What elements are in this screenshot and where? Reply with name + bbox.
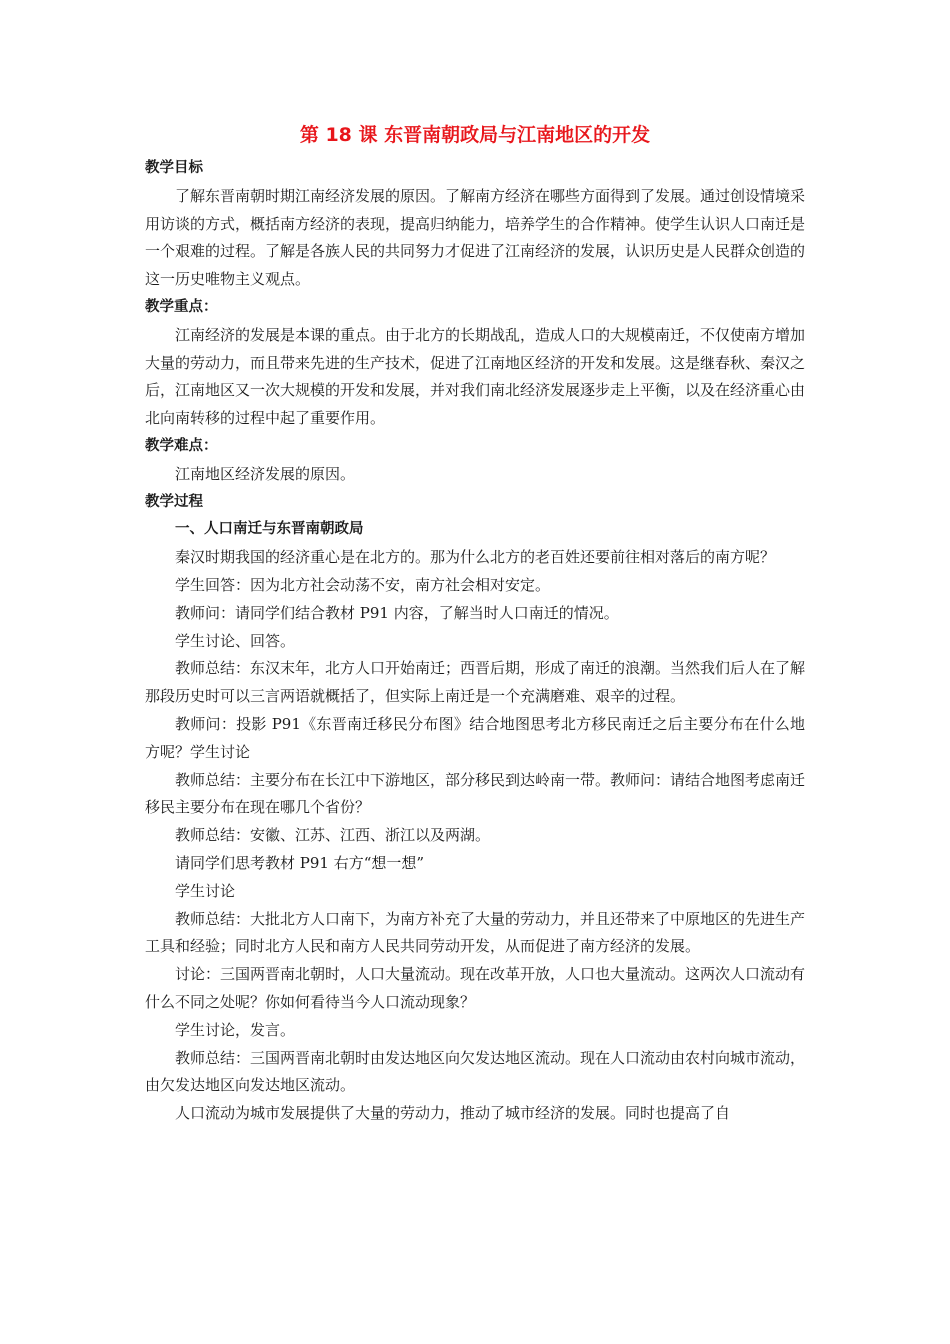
key-heading: 教学重点： xyxy=(145,298,218,315)
paragraph: 教师问：投影 P91《东晋南迁移民分布图》结合地图思考北方移民南迁之后主要分布在什么地方呢？学生讨论 xyxy=(145,714,805,761)
paragraph: 教师总结：安徽、江苏、江西、浙江以及两湖。 xyxy=(175,826,491,845)
page-title: 第 18 课 东晋南朝政局与江南地区的开发 xyxy=(299,124,651,146)
paragraph: 教师总结：三国两晋南北朝时由发达地区向欠发达地区流动。现在人口流动由农村向城市流动，由欠发达地区向发达地区流动。 xyxy=(145,1048,806,1095)
goal-heading: 教学目标 xyxy=(145,160,203,176)
paragraph: 教师总结：主要分布在长江中下游地区，部分移民到达岭南一带。教师问：请结合地图考虑南迁移民主要分布在现在哪几个省份？ xyxy=(145,770,806,817)
paragraph: 学生讨论，发言。 xyxy=(175,1020,296,1039)
paragraph: 教师总结：大批北方人口南下，为南方补充了大量的劳动力，并且还带来了中原地区的先进生产工具和经验；同时北方人民和南方人民共同劳动开发，从而促进了南方经济的发展。 xyxy=(145,909,806,956)
paragraph: 教师总结：东汉末年，北方人口开始南迁；西晋后期，形成了南迁的浪潮。当然我们后人在了解那段历史时可以三言两语就概括了，但实际上南迁是一个充满磨难、艰辛的过程。 xyxy=(145,659,806,706)
key-text: 江南经济的发展是本课的重点。由于北方的长期战乱，造成人口的大规模南迁，不仅使南方增加大量的劳动力，而且带来先进的生产技术，促进了江南地区经济的开发和发展。这是继春秋、秦汉之后，江南地区又一次大规模的开发和发展，并对我们南北经济发展逐步走上平衡，以及在经济重心由北向南转移的过程中起了重要作用。 xyxy=(145,325,806,428)
paragraph: 教师问：请同学们结合教材 P91 内容，了解当时人口南迁的情况。 xyxy=(175,603,619,622)
process-heading: 教学过程 xyxy=(145,493,203,510)
difficulty-text: 江南地区经济发展的原因。 xyxy=(175,464,356,483)
paragraph: 秦汉时期我国的经济重心是在北方的。那为什么北方的老百姓还要前往相对落后的南方呢？ xyxy=(175,548,776,567)
paragraph: 人口流动为城市发展提供了大量的劳动力，推动了城市经济的发展。同时也提高了自 xyxy=(175,1104,731,1123)
paragraph: 学生讨论 xyxy=(175,881,236,900)
document-body xyxy=(145,155,805,1128)
paragraph: 讨论：三国两晋南北朝时，人口大量流动。现在改革开放，人口也大量流动。这两次人口流动有什么不同之处呢？你如何看待当今人口流动现象？ xyxy=(145,965,806,1011)
section-heading: 一、人口南迁与东晋南朝政局 xyxy=(175,521,364,538)
paragraph: 请同学们思考教材 P91 右方“想一想” xyxy=(175,853,425,872)
goal-text: 了解东晋南朝时期江南经济发展的原因。了解南方经济在哪些方面得到了发展。通过创设情境采用访谈的方式，概括南方经济的表现，提高归纳能力，培养学生的合作精神。使学生认识人口南迁是一个艰难的过程。了解是各族人民的共同努力才促进了江南经济的发展，认识历史是人民群众创造的这一历史唯物主义观点。 xyxy=(145,186,806,289)
paragraph: 学生回答：因为北方社会动荡不安，南方社会相对安定。 xyxy=(175,575,551,594)
difficulty-heading: 教学难点： xyxy=(145,437,218,454)
paragraph: 学生讨论、回答。 xyxy=(175,631,296,650)
